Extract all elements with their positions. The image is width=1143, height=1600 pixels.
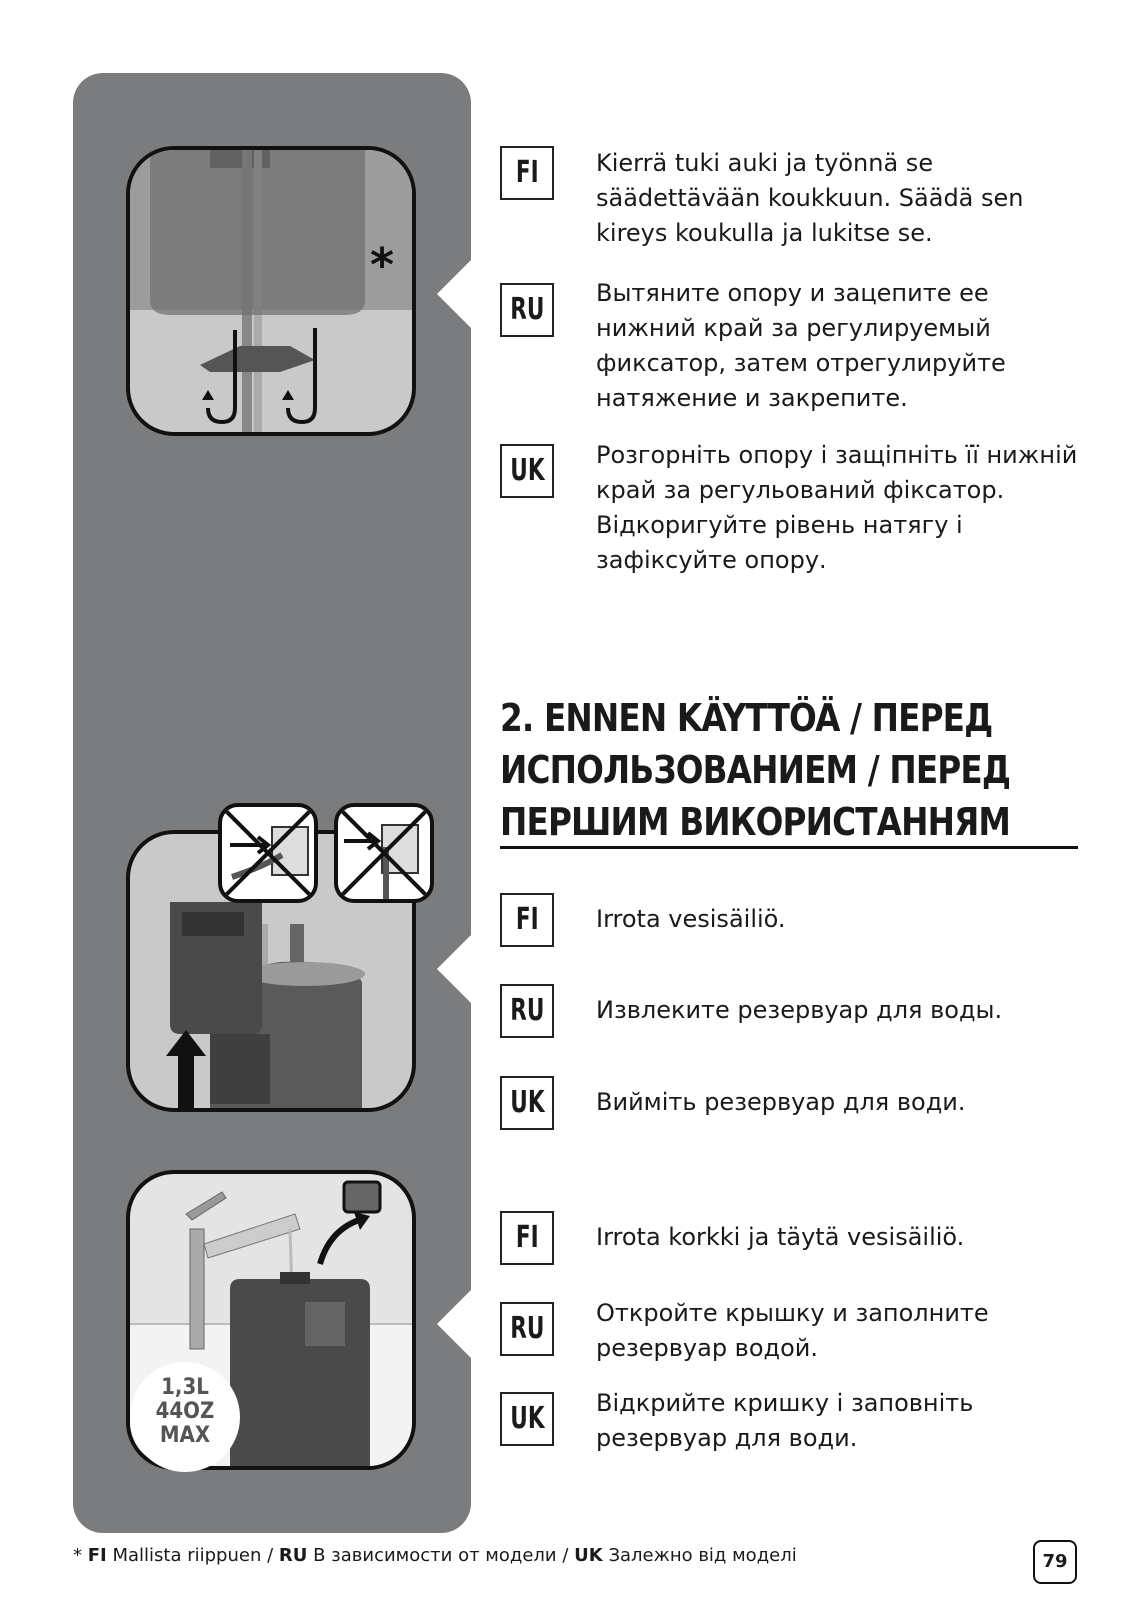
instruction-uk: Розгорніть опору і защіпніть її нижній край за регульований фіксатор. Відкоригуйте рівень натягу і зафіксуйте опору. xyxy=(596,441,1078,574)
footnote-star: * xyxy=(73,1545,82,1566)
hook-adjust-drawing xyxy=(130,150,416,436)
warning-unplug-1 xyxy=(218,803,318,903)
capacity-ounces: 44OZ xyxy=(155,1399,215,1424)
lang-tag-uk: UK xyxy=(500,444,554,498)
lang-tag-ru: RU xyxy=(500,1302,554,1356)
lang-tag-fi: FI xyxy=(500,893,554,947)
crossed-plug-icon xyxy=(222,807,314,899)
sidebar-notch-3 xyxy=(437,1290,471,1358)
asterisk-mark: * xyxy=(370,238,395,292)
lang-tag-fi: FI xyxy=(500,146,554,200)
capacity-badge xyxy=(130,1362,240,1472)
lang-tag-uk: UK xyxy=(500,1076,554,1130)
instruction-fi: Irrota korkki ja täytä vesisäiliö. xyxy=(596,1223,965,1251)
capacity-max: MAX xyxy=(159,1423,211,1448)
instruction-ru: Откройте крышку и заполните резервуар водой. xyxy=(596,1299,989,1362)
footnote-uk-tag: UK xyxy=(574,1545,603,1566)
page-number: 79 xyxy=(1033,1540,1077,1584)
heading-line-3: ПЕРШИМ ВИКОРИСТАННЯМ xyxy=(500,800,1011,844)
footnote-fi-text: Mallista riippuen / xyxy=(112,1545,274,1566)
instruction-uk: Відкрийте кришку і заповніть резервуар для води. xyxy=(596,1389,974,1452)
footnote-fi-tag: FI xyxy=(87,1545,107,1566)
footnote-uk-text: Залежно від моделі xyxy=(608,1545,797,1566)
section-heading xyxy=(500,692,1080,848)
sidebar-notch-1 xyxy=(437,260,471,328)
instruction-ru: Извлеките резервуар для воды. xyxy=(596,996,1003,1024)
instruction-fi: Kierrä tuki auki ja työnnä se säädettävään koukkuun. Säädä sen kireys koukulla ja lukitse se. xyxy=(596,149,1024,247)
lang-tag-ru: RU xyxy=(500,984,554,1038)
heading-rule xyxy=(500,846,1078,849)
lang-tag-uk: UK xyxy=(500,1392,554,1446)
lang-tag-ru: RU xyxy=(500,283,554,337)
heading-line-1: 2. ENNEN KÄYTTÖÄ / ПЕРЕД xyxy=(500,696,993,740)
footnote-ru-tag: RU xyxy=(278,1545,308,1566)
instruction-uk: Вийміть резервуар для води. xyxy=(596,1088,966,1116)
capacity-liters: 1,3L xyxy=(161,1375,209,1400)
instruction-ru: Вытяните опору и зацепите ее нижний край за регулируемый фиксатор, затем отрегулируйте натяжение и закрепите. xyxy=(596,279,1006,412)
crossed-socket-icon xyxy=(338,807,430,899)
warning-unplug-2 xyxy=(334,803,434,903)
footnote xyxy=(73,1545,797,1566)
sidebar-notch-2 xyxy=(437,935,471,1003)
lang-tag-fi: FI xyxy=(500,1211,554,1265)
heading-line-2: ИСПОЛЬЗОВАНИЕМ / ПЕРЕД xyxy=(500,748,1011,792)
footnote-ru-text: В зависимости от модели / xyxy=(313,1545,569,1566)
instruction-fi: Irrota vesisäiliö. xyxy=(596,905,786,933)
